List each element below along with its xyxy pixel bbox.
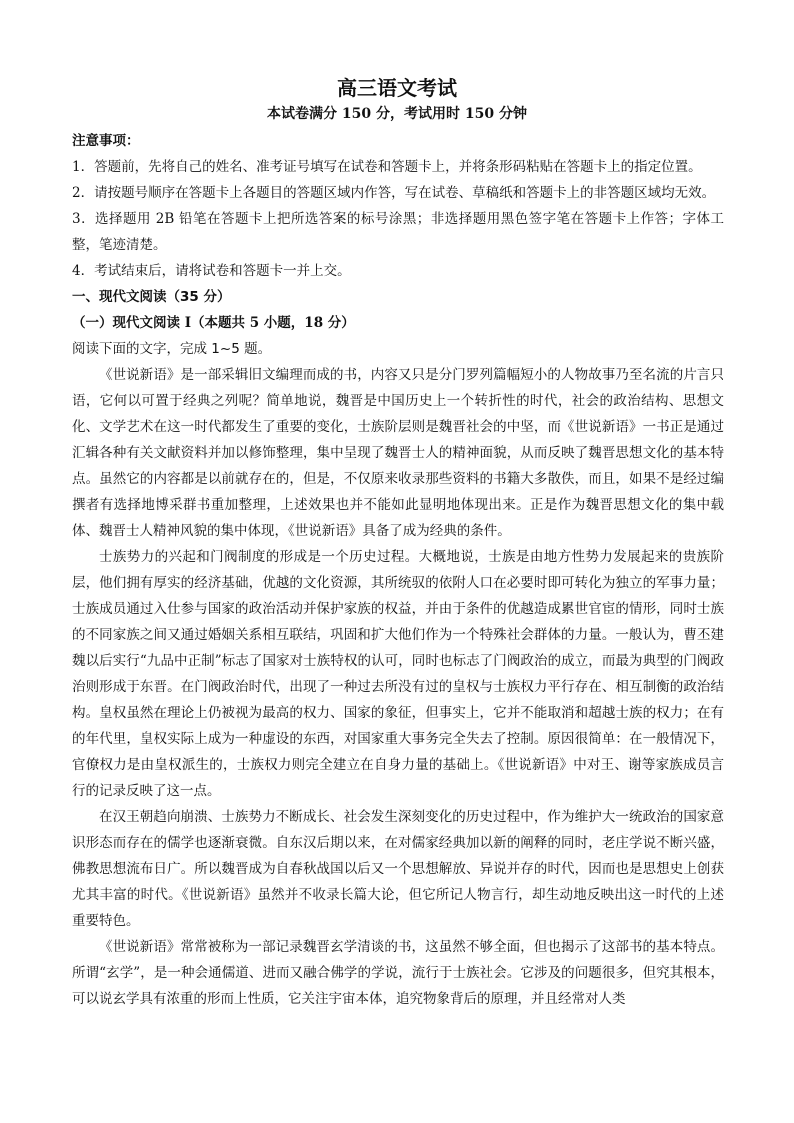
passage-paragraph-4: 《世说新语》常常被称为一部记录魏晋玄学清谈的书，这虽然不够全面，但也揭示了这部书的基本特点。所谓“玄学”，是一种会通儒道、进而又融合佛学的学说，流行于士族社会。它涉及的问题很多，但究其根本，可以说玄学具有浓重的形而上性质，它关注宇宙本体，追究物象背后的原理，并且经常对人类	[72, 939, 724, 1007]
document-body	[72, 128, 724, 1012]
notes-item-1: 1．答题前，先将自己的姓名、准考证号填写在试卷和答题卡上，并将条形码粘贴在答题卡上的指定位置。	[72, 159, 702, 175]
reading-instruction: 阅读下面的文字，完成 1~5 题。	[72, 341, 272, 357]
notes-item-2: 2．请按题号顺序在答题卡上各题目的答题区域内作答，写在试卷、草稿纸和答题卡上的非答题区域均无效。	[72, 185, 716, 201]
notes-item-4: 4．考试结束后，请将试卷和答题卡一并上交。	[72, 263, 351, 279]
passage-paragraph-1: 《世说新语》是一部采辑旧文编理而成的书，内容又只是分门罗列篇幅短小的人物故事乃至名流的片言只语，它何以可置于经典之列呢？简单地说，魏晋是中国历史上一个转折性的时代，社会的政治结构、思想文化、文学艺术在这一时代都发生了重要的变化，士族阶层则是魏晋社会的中坚，而《世说新语》一书正是通过汇辑各种有关文献资料并加以修饰整理，集中呈现了魏晋士人的精神面貌，从而反映了魏晋思想文化的基本特点。虽然它的内容都是以前就存在的，但是，不仅原来收录那些资料的书籍大多散佚，而且，如果不是经过编撰者有选择地博采群书重加整理，上述效果也并不能如此显明地体现出来。正是作为魏晋思想文化的集中载体、魏晋士人精神风貌的集中体现，《世说新语》具备了成为经典的条件。	[72, 367, 724, 539]
exam-subtitle: 本试卷满分 150 分，考试用时 150 分钟	[267, 106, 527, 122]
notes-heading: 注意事项：	[72, 133, 140, 149]
section-heading: 一、现代文阅读（35 分）	[72, 289, 231, 305]
exam-title: 高三语文考试	[337, 76, 457, 100]
passage-paragraph-2: 士族势力的兴起和门阀制度的形成是一个历史过程。大概地说，士族是由地方性势力发展起来的贵族阶层，他们拥有厚实的经济基础，优越的文化资源，其所统驭的依附人口在必要时即可转化为独立的军事力量；士族成员通过入仕参与国家的政治活动并保护家族的权益，并由于条件的优越造成累世官宦的情形，同时士族的不同家族之间又通过婚姻关系相互联结，巩固和扩大他们作为一个特殊社会群体的力量。一般认为，曹丕建魏以后实行“九品中正制”标志了国家对士族特权的认可，同时也标志了门阀政治的成立，而最为典型的门阀政治则形成于东晋。在门阀政治时代，出现了一种过去所没有过的皇权与士族权力平行存在、相互制衡的政治结构。皇权虽然在理论上仍被视为最高的权力、国家的象征，但事实上，它并不能取消和超越士族的权力；在有的年代里，皇权实际上成为一种虚设的东西，对国家重大事务完全失去了控制。原因很简单：在一般情况下，官僚权力是由皇权派生的，士族权力则完全建立在自身力量的基础上。《世说新语》中对王、谢等家族成员言行的记录反映了这一点。	[72, 549, 724, 799]
passage-paragraph-3: 在汉王朝趋向崩溃、士族势力不断成长、社会发生深刻变化的历史过程中，作为维护大一统政治的国家意识形态而存在的儒学也逐渐衰微。自东汉后期以来，在对儒家经典加以新的阐释的同时，老庄学说不断兴盛，佛教思想流布日广。所以魏晋成为自春秋战国以后又一个思想解放、异说并存的时代，因而也是思想史上创获尤其丰富的时代。《世说新语》虽然并不收录长篇大论，但它所记人物言行，却生动地反映出这一时代的上述重要特色。	[72, 809, 724, 929]
notes-item-3: 3．选择题用 2B 铅笔在答题卡上把所选答案的标号涂黑；非选择题用黑色签字笔在答题卡上作答；字体工整，笔迹清楚。	[72, 211, 724, 253]
section-sub-heading: （一）现代文阅读 I（本题共 5 小题，18 分）	[72, 315, 355, 331]
